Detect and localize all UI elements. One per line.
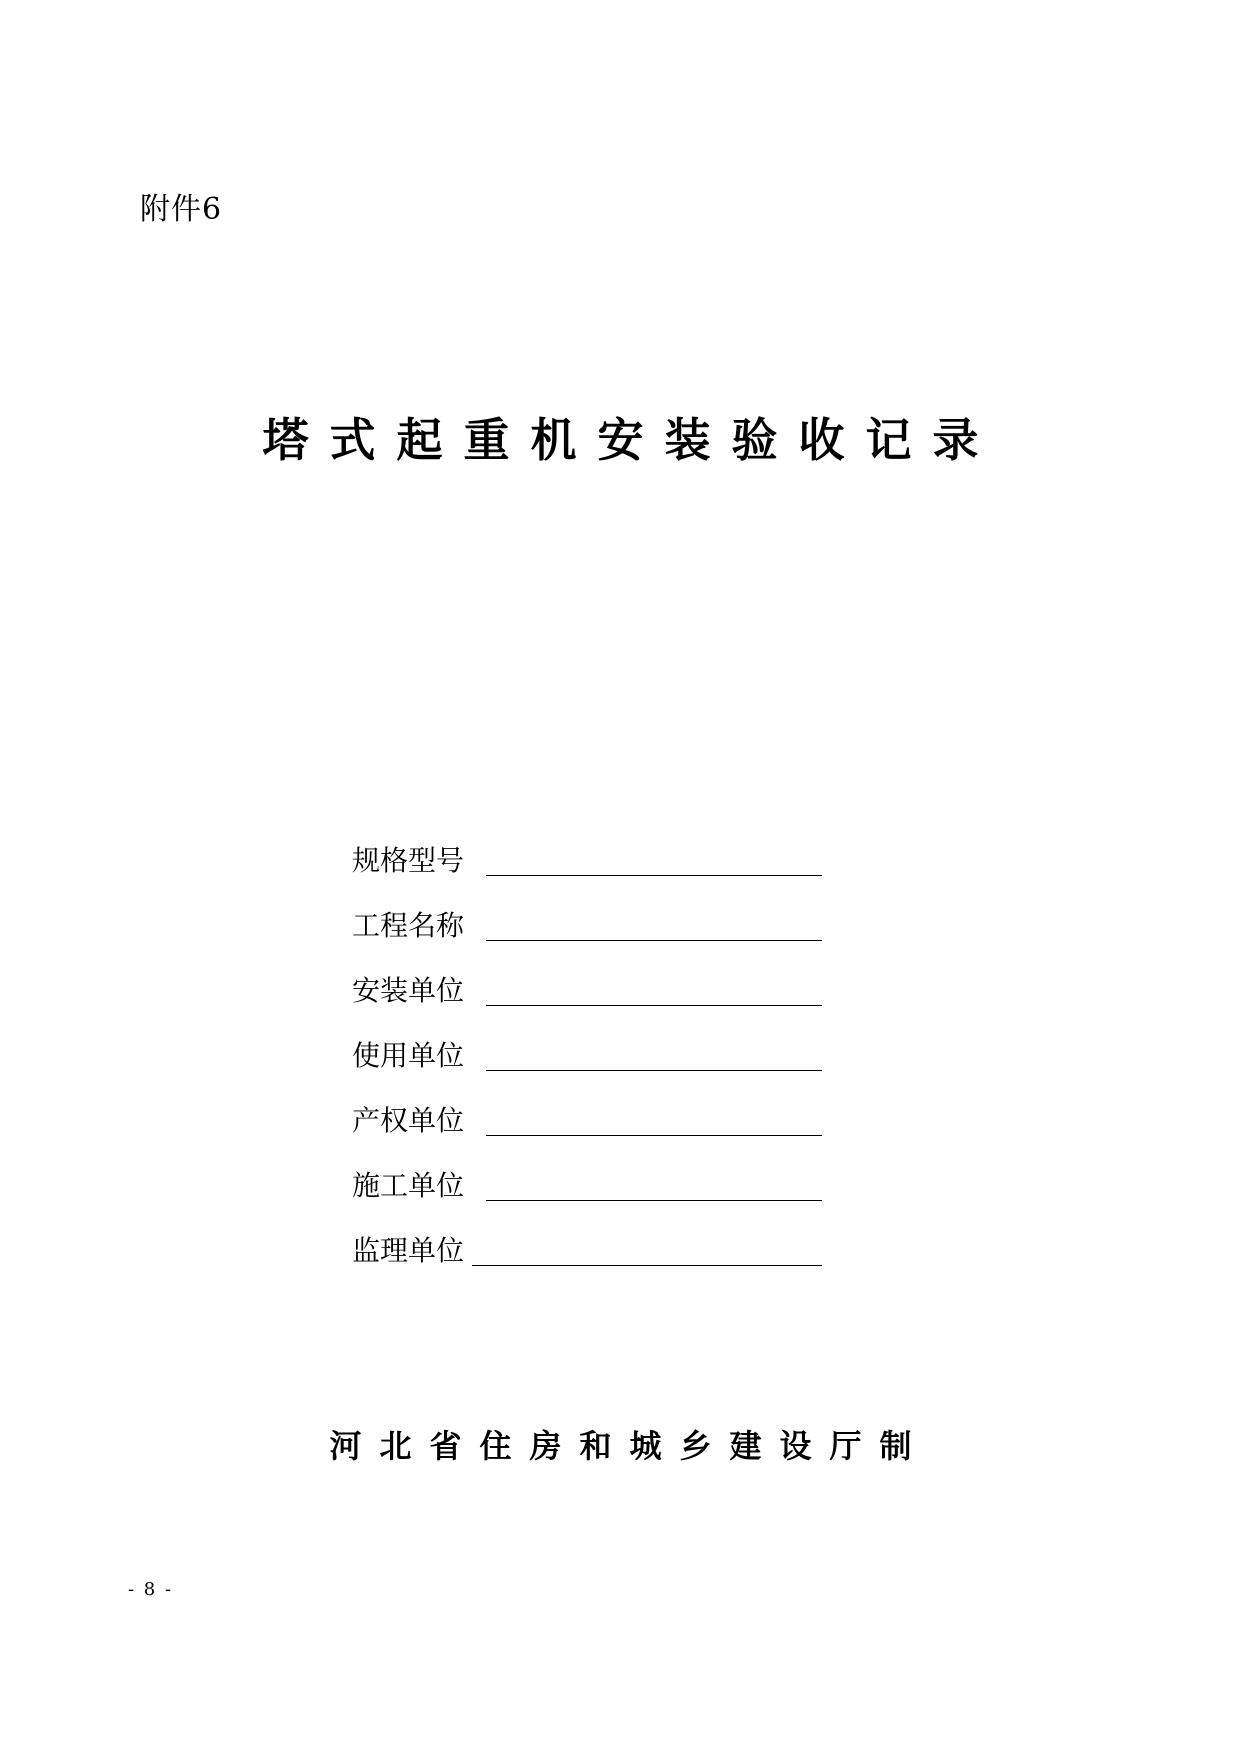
field-blank-supervision-unit[interactable] (472, 1265, 822, 1266)
issuer-text: 河北省住房和城乡建设厅制 (329, 1427, 930, 1465)
field-label-user-unit: 使用单位 (352, 1039, 465, 1072)
field-row-supervision-unit (352, 1228, 822, 1268)
field-row-spec-model (352, 838, 822, 878)
field-blank-spec-model[interactable] (486, 875, 822, 876)
field-label-installation-unit: 安装单位 (352, 974, 465, 1007)
field-label-property-unit: 产权单位 (352, 1104, 465, 1137)
info-fields (352, 838, 822, 1293)
field-label-supervision-unit: 监理单位 (352, 1234, 465, 1267)
field-row-construction-unit (352, 1163, 822, 1203)
field-blank-property-unit[interactable] (486, 1135, 822, 1136)
attachment-label: 附件6 (140, 192, 223, 227)
document-title: 塔式起重机安装验收记录 (262, 413, 1000, 467)
page-number: - 8 - (128, 1579, 174, 1600)
field-row-property-unit (352, 1098, 822, 1138)
field-blank-project-name[interactable] (486, 940, 822, 941)
field-blank-installation-unit[interactable] (486, 1005, 822, 1006)
field-row-project-name (352, 903, 822, 943)
field-label-construction-unit: 施工单位 (352, 1169, 465, 1202)
field-row-user-unit (352, 1033, 822, 1073)
field-blank-construction-unit[interactable] (486, 1200, 822, 1201)
field-label-spec-model: 规格型号 (352, 844, 465, 877)
field-label-project-name: 工程名称 (352, 909, 465, 942)
field-row-installation-unit (352, 968, 822, 1008)
field-blank-user-unit[interactable] (486, 1070, 822, 1071)
